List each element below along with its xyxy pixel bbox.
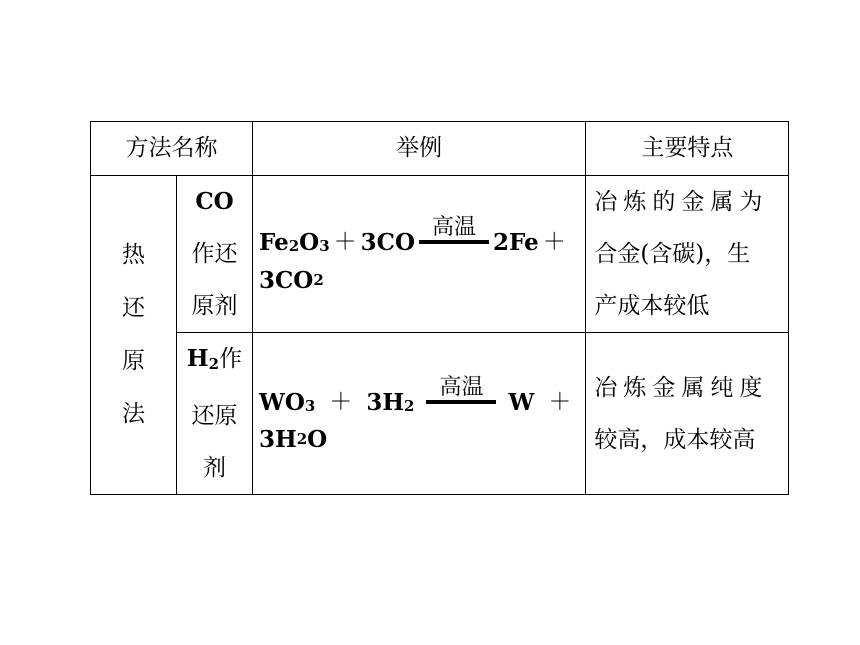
feature-line: 冶炼的金属为: [594, 189, 769, 215]
reaction-condition: [426, 376, 496, 404]
feature-line: 较高，成本较高: [594, 426, 756, 453]
group-label-cell: [91, 176, 177, 495]
agent-line: 作还: [191, 241, 238, 267]
plus-sign: ＋: [548, 388, 572, 415]
feature-line: 产成本较低: [594, 293, 710, 319]
condition-text: 高温: [431, 215, 476, 240]
group-label-char: 热: [122, 242, 145, 268]
condition-text: 高温: [439, 374, 484, 400]
reduction-methods-table: [90, 121, 789, 495]
agent-line: CO: [195, 188, 234, 215]
header-feature: 主要特点: [586, 122, 789, 176]
feature-line: 冶炼金属纯度: [594, 374, 769, 401]
agent-line: $H_2$作: [186, 345, 243, 373]
equation-line: Fe 2 O 3 ＋ 3CO 高温 2Fe ＋: [259, 215, 566, 256]
equation-line: WO 3 ＋ 3H 2 高温 W ＋: [259, 374, 572, 416]
plus-sign: ＋: [333, 229, 357, 255]
equation-cell: [253, 176, 586, 333]
plus-sign: ＋: [329, 388, 353, 415]
equation-line: 3CO 2: [259, 266, 324, 294]
feature-cell: [586, 176, 789, 333]
group-label-char: 还: [122, 295, 145, 321]
feature-cell: [586, 333, 789, 495]
group-label-char: 原: [122, 348, 145, 374]
equation-line: 3H 2 O: [259, 426, 328, 453]
agent-line: 原剂: [191, 293, 238, 319]
equals-bar: [419, 240, 489, 244]
agent-line: 剂: [203, 455, 226, 481]
agent-cell-co: [177, 176, 253, 333]
feature-line: 合金(含碳)，生: [594, 241, 751, 267]
agent-line: 还原: [191, 403, 238, 429]
plus-sign: ＋: [542, 229, 566, 255]
equation-cell: [253, 333, 586, 495]
reaction-condition: [419, 216, 489, 244]
equals-bar: [426, 400, 496, 404]
header-row: [91, 122, 789, 176]
agent-cell-h2: [177, 333, 253, 495]
table-row: [91, 333, 789, 495]
table-row: [91, 176, 789, 333]
group-label-char: 法: [122, 401, 145, 427]
header-method: 方法名称: [91, 122, 253, 176]
header-example: 举例: [253, 122, 586, 176]
